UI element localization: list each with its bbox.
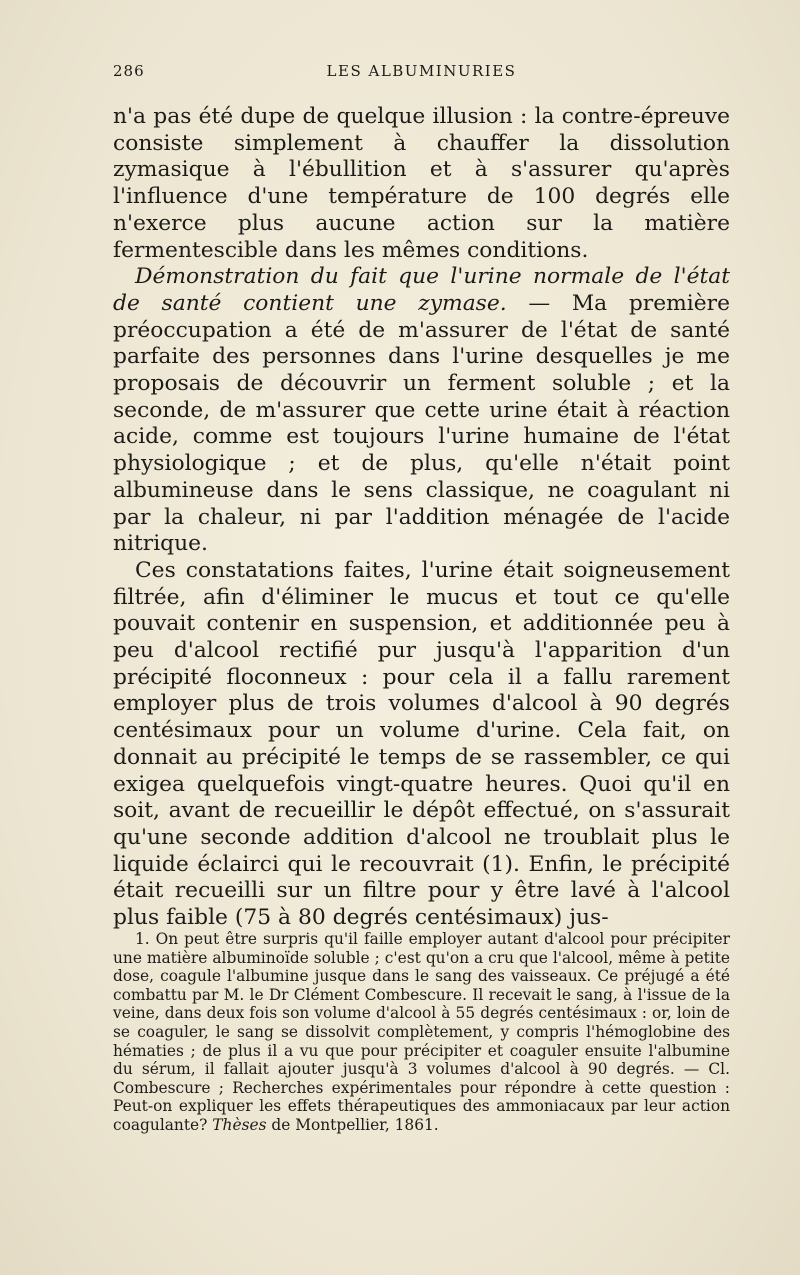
main-text (113, 104, 730, 932)
section-heading: Démonstration du fait que l'urine normale de l'état de santé contient une zymase. (113, 264, 730, 316)
running-title: LES ALBUMINURIES (326, 62, 517, 80)
paragraph-1: n'a pas été dupe de quelque illusion : la contre-épreuve consiste simplement à chauffer la dissolution zymasique à l'ébullition et à s'assurer qu'après l'influence d'une température de 100 degrés elle n'exerce plus aucune action sur la matière fermentescible dans les mêmes conditions. (113, 104, 730, 263)
page-header (113, 62, 730, 86)
paragraph-3: Ces constatations faites, l'urine était soigneusement filtrée, afin d'éliminer le mucus et tout ce qu'elle pouvait contenir en suspension, et additionnée peu à peu d'alcool rectifié pur jusqu'à l'apparition d'un précipité floconneux : pour cela il a fallu rarement employer plus de trois volumes d'alcool à 90 degrés centésimaux pour un volume d'urine. Cela fait, on donnait au précipité le temps de se rassembler, ce qui exigea quelquefois vingt-quatre heures. Quoi qu'il en soit, avant de recueillir le dépôt effectué, on s'assurait qu'une seconde addition d'alcool ne troublait plus le liquide éclairci qui le recouvrait (1). Enfin, le précipité était recueilli sur un filtre pour y être lavé à l'alcool plus faible (75 à 80 degrés centésimaux) jus- (113, 557, 730, 931)
paragraph-2 (113, 264, 730, 558)
footnote (113, 930, 730, 1135)
footnote-text: 1. On peut être surpris qu'il faille employer autant d'alcool pour précipiter une matière albuminoïde soluble ; c'est qu'on a cru que l'alcool, même à petite dose, coagule l'albumine jusque dans le sang des vaisseaux. Ce préjugé a été combattu par M. le Dr Clément Combescure. Il recevait le sang, à l'issue de la veine, dans deux fois son volume d'alcool à 55 degrés centésimaux : or, loin de se coaguler, le sang se dissolvit complètement, y compris l'hémoglobine des hématies ; de plus il a vu que pour précipiter et coaguler ensuite l'albumine du sérum, il fallait ajouter jusqu'à 3 volumes d'alcool à 90 degrés. — Cl. Combescure ; Recherches expérimentales pour répondre à cette question : Peut-on expliquer les effets thérapeutiques des ammoniacaux par leur action coagulante? (113, 930, 730, 1134)
footnote-1 (113, 930, 730, 1135)
paragraph-2-text: — Ma première préoccupation a été de m'assurer de l'état de santé parfaite des personnes dans l'urine desquelles je me proposais de découvrir un ferment soluble ; et la seconde, de m'assurer que cette urine était à réaction acide, comme est toujours l'urine humaine de l'état physiologique ; et de plus, qu'elle n'était point albumineuse dans le sens classique, ne coagulant ni par la chaleur, ni par l'addition ménagée de l'acide nitrique. (113, 290, 730, 557)
page-number: 286 (113, 62, 145, 80)
footnote-italic: Thèses (212, 1115, 267, 1134)
footnote-text-end: de Montpellier, 1861. (266, 1115, 439, 1134)
